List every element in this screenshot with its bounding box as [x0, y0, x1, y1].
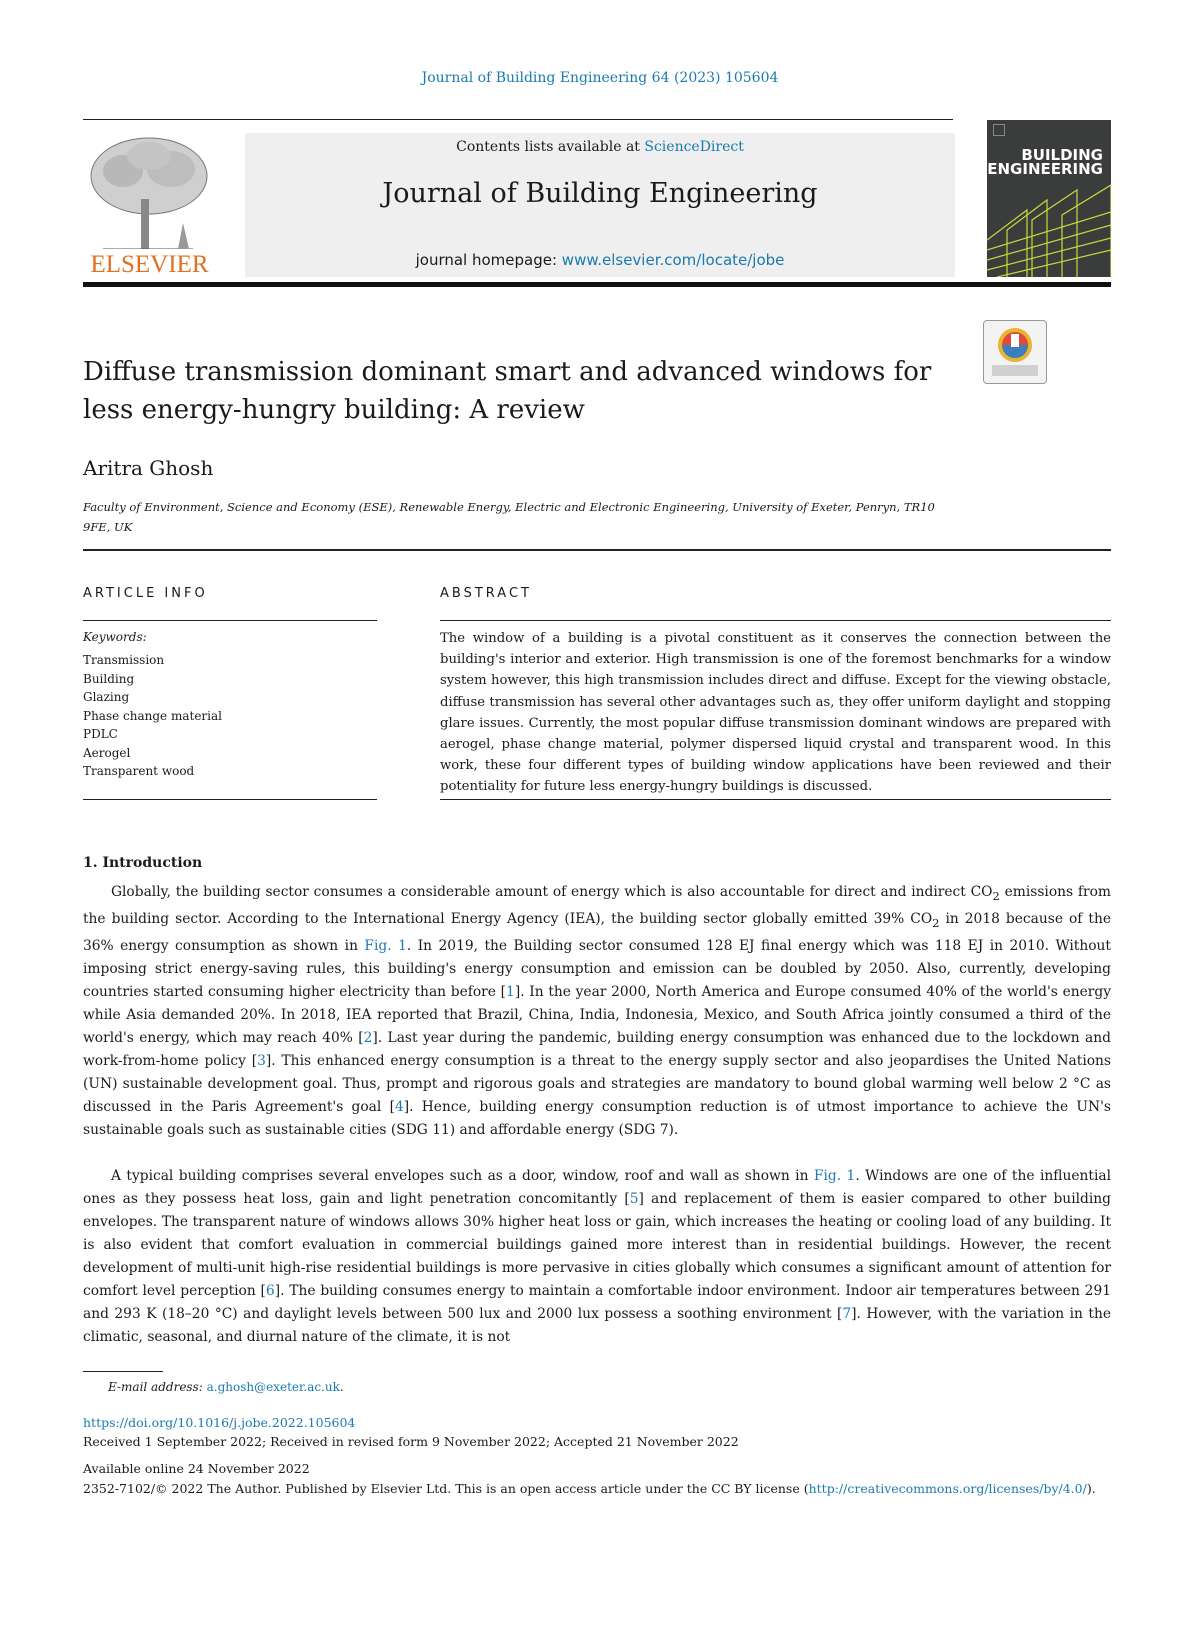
- subscript: 2: [932, 915, 940, 930]
- body-paragraph: [83, 1165, 1111, 1349]
- header-thick-rule: [83, 282, 1111, 287]
- keyword-item[interactable]: Glazing: [83, 690, 130, 704]
- abstract-heading: ABSTRACT: [440, 586, 532, 601]
- sciencedirect-link[interactable]: ScienceDirect: [644, 139, 744, 155]
- reference-link[interactable]: 5: [629, 1191, 639, 1207]
- received-dates: Received 1 September 2022; Received in revised form 9 November 2022; Accepted 21 November 2022: [83, 1434, 739, 1449]
- text-run: emissions from the building sector. According to the International Energy Agency (IEA), the building sector globally emitted 39% CO: [83, 884, 1111, 927]
- homepage-prefix: journal homepage:: [415, 251, 562, 269]
- email-label: E-mail address:: [108, 1380, 203, 1394]
- cover-title-line2: ENGINEERING: [987, 160, 1103, 178]
- email-suffix: .: [339, 1380, 344, 1394]
- keywords-label: Keywords:: [83, 630, 147, 644]
- keyword-item[interactable]: PDLC: [83, 727, 118, 741]
- email-footnote: [108, 1380, 344, 1394]
- cover-title-line1: BUILDING: [1021, 146, 1103, 164]
- license-link[interactable]: http://creativecommons.org/licenses/by/4.0/: [808, 1481, 1087, 1496]
- available-online: Available online 24 November 2022: [83, 1461, 310, 1476]
- text-run: . In 2019, the Building sector consumed 128 EJ final energy which was 118 EJ in 2010. Without imposing strict energy-saving rules, this building's energy consumption and emission can be doubled by 2050. Also, currently, developing countries started consuming higher electricity than before [: [83, 937, 1111, 1000]
- text-run: A typical building comprises several envelopes such as a door, window, roof and wall as shown in: [111, 1168, 814, 1184]
- journal-citation[interactable]: Journal of Building Engineering 64 (2023) 105604: [421, 70, 779, 86]
- reference-link[interactable]: 6: [265, 1283, 275, 1299]
- text-run: ]. The building consumes energy to maintain a comfortable indoor environment. Indoor air temperatures between 291 and 293 K (18–20 °C) and daylight levels between 500 lux and 2000 lux possess a soothing environment [: [83, 1283, 1112, 1322]
- article-info-bottom-rule: [83, 799, 377, 800]
- reference-link[interactable]: 1: [506, 983, 515, 1000]
- text-run: . Windows are one of the influential ones as they possess heat loss, gain and light penetration concomitantly [: [83, 1168, 1111, 1207]
- text-run: ]. Last year during the pandemic, building energy consumption was enhanced due to the lockdown and work-from-home policy [: [83, 1029, 1112, 1069]
- subscript: 2: [992, 888, 1000, 903]
- text-run: ] and replacement of them is easier compared to other building envelopes. The transparent nature of windows allows 30% higher heat loss or gain, which increases the heating or cooling load of any building. It is also evident that comfort evaluation in commercial buildings gained more interest than in residential buildings. However, the recent development of multi-unit high-rise residential buildings is more pervasive in cities globally which consumes a significant amount of attention for comfort level perception [: [83, 1191, 1111, 1299]
- contents-line: [245, 139, 955, 155]
- article-info-rule: [83, 620, 377, 621]
- abstract-bottom-rule: [440, 799, 1111, 800]
- tree-logo-icon: [83, 131, 216, 249]
- keywords-list: [83, 651, 222, 781]
- email-link[interactable]: a.ghosh@exeter.ac.uk: [206, 1380, 340, 1394]
- reference-link[interactable]: 3: [257, 1052, 266, 1069]
- text-run: ]. Hence, building energy consumption reduction is of utmost importance to achieve the UN's sustainable goals such as sustainable cities (SDG 11) and affordable energy (SDG 7).: [83, 1098, 1111, 1138]
- text-run: ]. In the year 2000, North America and Europe consumed 40% of the world's energy while Asia demanded 20%. In 2018, IEA reported that Brazil, China, India, Indonesia, Mexico, and South Africa jointly consumed a third of the world's energy, which may reach 40% [: [83, 983, 1111, 1046]
- doi-link[interactable]: https://doi.org/10.1016/j.jobe.2022.105604: [83, 1415, 356, 1430]
- elsevier-logo[interactable]: [83, 131, 216, 279]
- publisher-logo-text: ELSEVIER: [90, 251, 209, 278]
- license-suffix: ).: [1086, 1481, 1096, 1496]
- keyword-item[interactable]: Phase change material: [83, 708, 222, 723]
- article-title: Diffuse transmission dominant smart and advanced windows for less energy-hungry building: A review: [83, 357, 932, 425]
- figure-link[interactable]: Fig. 1: [813, 1168, 856, 1184]
- keyword-item[interactable]: Aerogel: [83, 745, 131, 760]
- text-run: ]. This enhanced energy consumption is a threat to the energy supply sector and also jeopardises the United Nations (UN) sustainable development goal. Thus, prompt and rigorous goals and strategies are mandatory to bound global warming well below 2 °C as discussed in the Paris Agreement's goal [: [83, 1052, 1112, 1115]
- journal-title: Journal of Building Engineering: [382, 178, 818, 209]
- keyword-item[interactable]: Transparent wood: [83, 764, 195, 778]
- journal-cover[interactable]: [987, 120, 1111, 277]
- license-notice: [83, 1479, 1111, 1498]
- reference-link[interactable]: 4: [394, 1098, 404, 1115]
- introduction-heading: 1. Introduction: [83, 855, 203, 871]
- license-prefix: 2352-7102/© 2022 The Author. Published by Elsevier Ltd. This is an open access article under the CC BY license (: [83, 1481, 809, 1496]
- article-info-heading: ARTICLE INFO: [83, 586, 208, 601]
- figure-link[interactable]: Fig. 1: [364, 937, 407, 954]
- abstract-text: The window of a building is a pivotal constituent as it conserves the connection between the building's interior and exterior. High transmission is one of the foremost benchmarks for a window system however, this high transmission includes direct and diffuse. Except for the viewing obstacle, diffuse transmission has several other advantages such as, they offer uniform daylight and stopping glare issues. Currently, the most popular diffuse transmission dominant windows are prepared with aerogel, phase change material, polymer dispersed liquid crystal and transparent wood. In this work, these four different types of building window applications have been reviewed and their potentiality for future less energy-hungry buildings is discussed.: [440, 631, 1111, 795]
- footnote-rule: [83, 1371, 163, 1372]
- cover-building-graphic-icon: [987, 120, 1111, 277]
- homepage-link[interactable]: www.elsevier.com/locate/jobe: [561, 251, 785, 269]
- check-for-updates-badge[interactable]: [983, 320, 1047, 384]
- keyword-item[interactable]: Transmission: [83, 653, 165, 667]
- abstract-rule: [440, 620, 1111, 621]
- crossmark-icon: [984, 321, 1046, 383]
- body-paragraph: [83, 881, 1111, 1142]
- homepage-line: [245, 251, 955, 269]
- text-run: Globally, the building sector consumes a considerable amount of energy which is also accountable for direct and indirect CO: [111, 884, 993, 900]
- author-affiliation: Faculty of Environment, Science and Economy (ESE), Renewable Energy, Electric and Electronic Engineering, University of Exeter, Penryn, TR10 9FE, UK: [83, 500, 935, 534]
- contents-prefix: Contents lists available at: [456, 139, 645, 155]
- text-run: ]. However, with the variation in the climatic, seasonal, and diurnal nature of the climate, it is not: [83, 1306, 1111, 1345]
- keyword-item[interactable]: Building: [83, 671, 135, 686]
- affiliation-rule: [83, 549, 1111, 551]
- header-rule: [83, 119, 953, 120]
- reference-link[interactable]: 2: [363, 1029, 373, 1046]
- text-run: in 2018 because of the 36% energy consumption as shown in: [83, 910, 1111, 954]
- author-name[interactable]: Aritra Ghosh: [83, 456, 214, 480]
- reference-link[interactable]: 7: [842, 1306, 852, 1322]
